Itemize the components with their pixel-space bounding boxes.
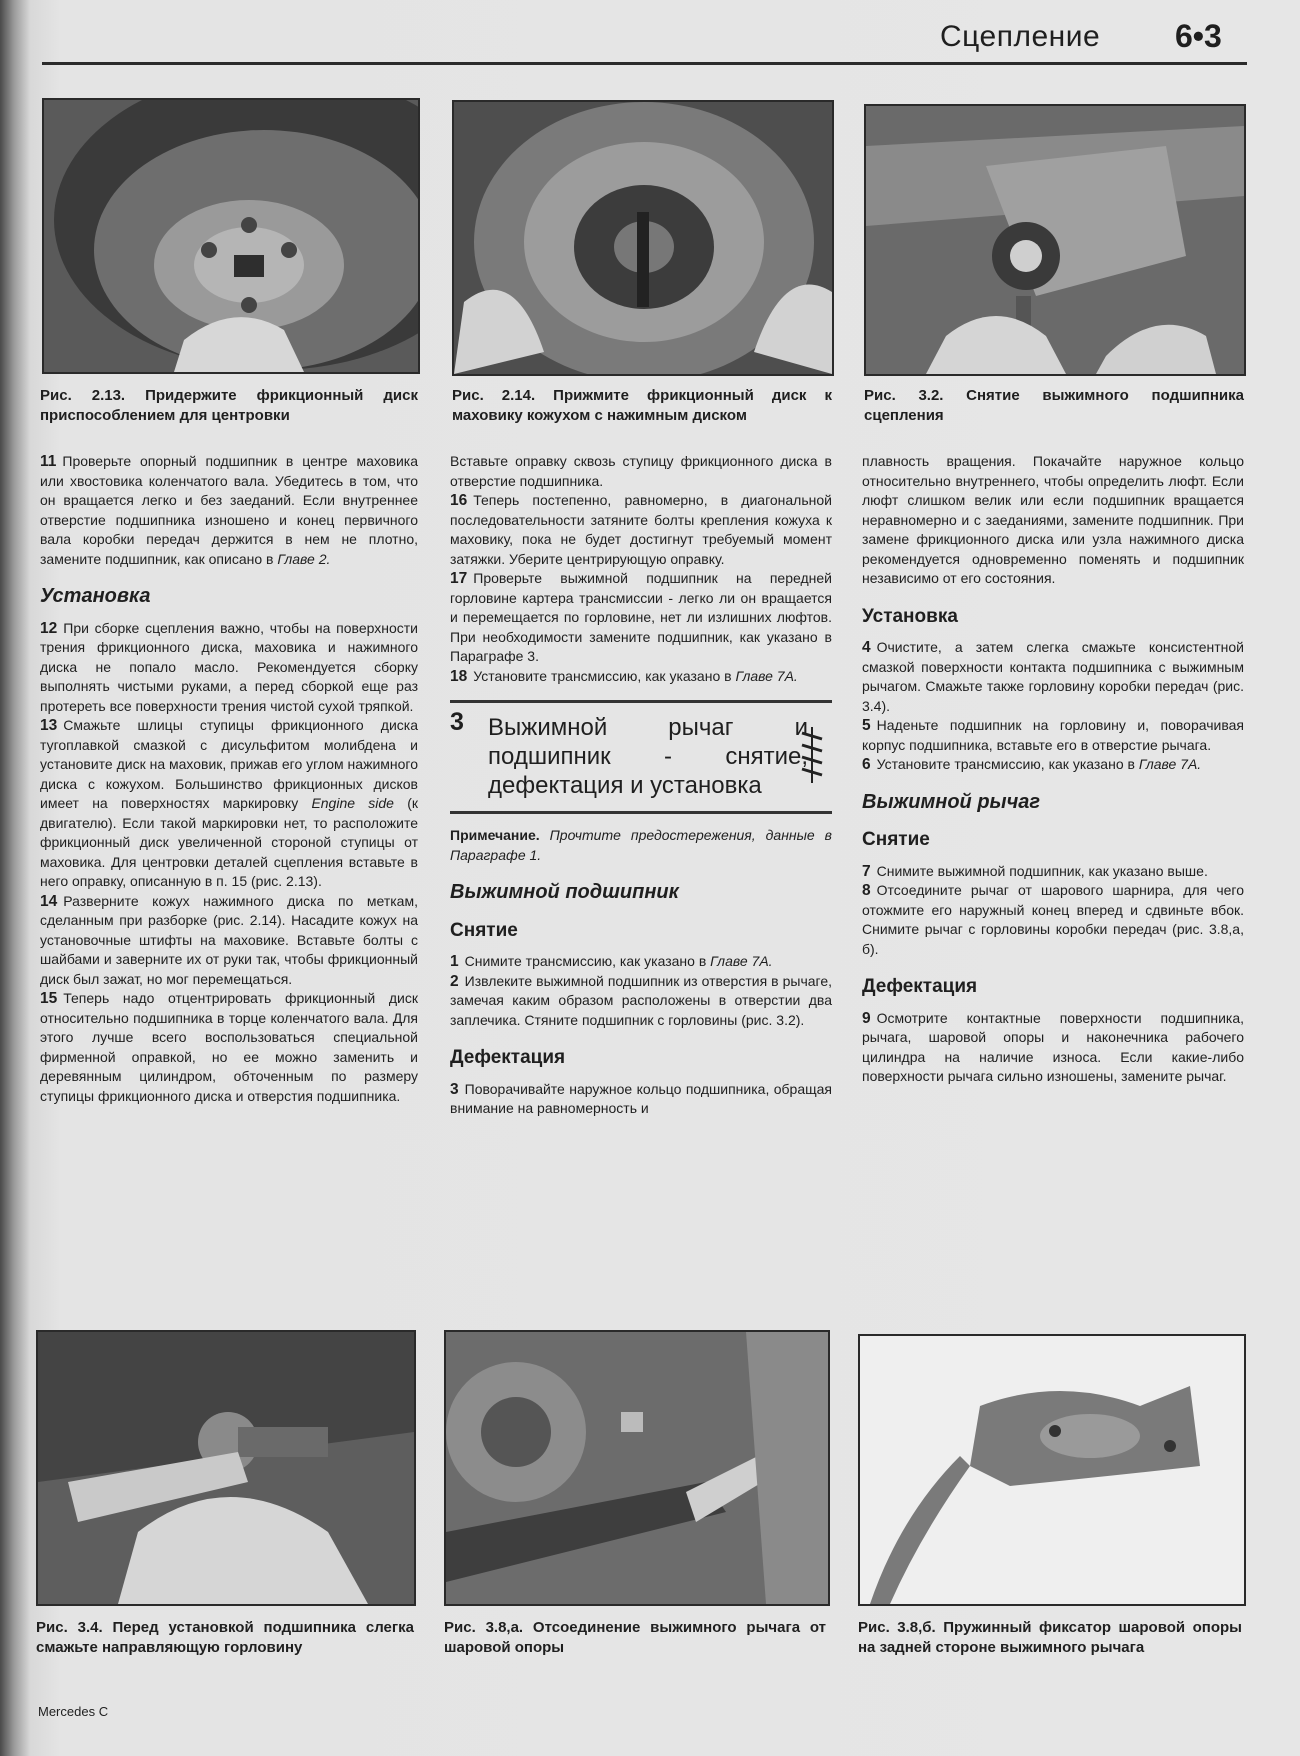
heading-removal: Снятие (450, 919, 518, 941)
heading-removal-2: Снятие (862, 829, 930, 850)
text-column-1 (40, 452, 418, 1106)
photo-fig-3-8b (858, 1334, 1246, 1606)
caption-fig-2-13: Рис. 2.13. Придержите фрикционный диск приспособлением для центровки (40, 387, 418, 424)
paragraph-12: 12 При сборке сцепления важно, чтобы на поверхности трения фрикционного диска, маховика и нажимного диска не попало масло. Рекомендуется сборку выполнять чистыми руками, а перед сборкой еще раз протереть все поверхности трения чистой сухой тряпкой. (40, 619, 418, 714)
text-column-2 (450, 452, 832, 1119)
step-2: 2 Извлеките выжимной подшипник из отверстия в рычаге, замечая каким образом расположены в отверстии два заплечика. Стяните подшипник с горловины (рис. 3.2). (450, 972, 832, 1028)
caption-fig-3-8b: Рис. 3.8,б. Пружинный фиксатор шаровой опоры на задней стороне выжимного рычага (858, 1619, 1242, 1656)
step-5: 5 Наденьте подшипник на горловину и, поворачивая корпус подшипника, вставьте его в отверстие рычага. (862, 717, 1244, 753)
section-3-header (450, 700, 832, 814)
photo-fig-3-2 (864, 104, 1246, 376)
heading-release-bearing: Выжимной подшипник (450, 881, 679, 903)
paragraph-18: 18 Установите трансмиссию, как указано в Главе 7А. (450, 667, 798, 685)
paragraph-11: 11 Проверьте опорный подшипник в центре маховика или хвостовика коленчатого вала. Убедитесь в том, что он вращается легко и без заеданий. Если внутреннее отверстие подшипника изношено и конец первичного вала коробки передач держится в нем не плотно, замените подшипник, как описано в Главе 2. (40, 453, 418, 567)
step-3: 3 Поворачивайте наружное кольцо подшипника, обращая внимание на равномерность и (450, 1080, 832, 1116)
release-bearing-photo-icon (866, 106, 1244, 374)
section-number: 3 (450, 708, 464, 736)
note: Примечание. Прочтите предостережения, данные в Параграфе 1. (450, 827, 832, 863)
paragraph-15-cont: Вставьте оправку сквозь ступицу фрикционного диска в отверстие подшипника. (450, 453, 832, 489)
heading-defect-2: Дефектация (862, 976, 978, 997)
caption-fig-3-2: Рис. 3.2. Снятие выжимного подшипника сцепления (864, 387, 1244, 424)
paragraph-17: 17 Проверьте выжимной подшипник на передней горловине картера трансмиссии - легко ли он вращается и перемещается по горловине, нет ли излишних люфтов. При необходимости замените подшипник, как указано в Параграфе 3. (450, 570, 832, 664)
paragraph-14: 14 Разверните кожух нажимного диска по меткам, сделанным при разборке (рис. 2.14). Насадите кожух на установочные штифты на маховике. Вставьте болты с шайбами и заверните их от руки так, чтобы фрикционный диск был зажат, но мог перемещаться. (40, 892, 418, 987)
lever-spring-photo-icon (860, 1336, 1244, 1604)
step-8: 8 Отсоедините рычаг от шарового шарнира, для чего отожмите его наружный конец вперед и сдвиньте вбок. Снимите рычаг с горловины коробки передач (рис. 3.8,а, б). (862, 882, 1244, 957)
running-header-title: Сцепление (940, 20, 1101, 53)
photo-fig-2-14 (452, 100, 834, 376)
photo-fig-3-8a (444, 1330, 830, 1606)
section-title: Выжимной рычаг и подшипник - снятие, дефектация и установка (488, 714, 808, 799)
paragraph-16: 16 Теперь постепенно, равномерно, в диагональной последовательности затяните болты крепления кожуха к маховику, пока не будет достигнут требуемый момент затяжки. Уберите центрирующую оправку. (450, 492, 832, 567)
heading-defect: Дефектация (450, 1047, 566, 1068)
lever-detach-photo-icon (446, 1332, 828, 1604)
photo-fig-2-13 (42, 98, 420, 374)
caption-fig-2-14: Рис. 2.14. Прижмите фрикционный диск к маховику кожухом с нажимным диском (452, 387, 832, 424)
pressure-plate-photo-icon (454, 102, 832, 374)
paragraph-15: 15 Теперь надо отцентрировать фрикционный диск относительно подшипника в торце коленчатого вала. Для этого лучше всего воспользоваться специальной фирменной оправкой, но ее можно заменить и деревянным цилиндром, обточенным по размеру ступицы фрикционного диска и отверстия подшипника. (40, 990, 418, 1104)
page-number: 6•3 (1175, 18, 1222, 54)
caption-fig-3-8a: Рис. 3.8,а. Отсоединение выжимного рычага от шаровой опоры (444, 1619, 826, 1656)
lubrication-photo-icon (38, 1332, 414, 1604)
step-7: 7 Снимите выжимной подшипник, как указано выше. (862, 862, 1208, 880)
wrench-difficulty-icon (798, 725, 826, 785)
heading-release-lever: Выжимной рычаг (862, 790, 1041, 813)
step-4: 4 Очистите, а затем слегка смажьте консистентной смазкой поверхности контакта подшипника с выжимным рычагом. Смажьте также горловину коробки передач (рис. 3.4). (862, 639, 1244, 714)
footer-model: Mercedes C (38, 1704, 109, 1719)
step-9: 9 Осмотрите контактные поверхности подшипника, рычага, шаровой опоры и наконечника рабочего цилиндра на наличие износа. Если какие-либо поверхности рычага сильно изношены, замените рычаг. (862, 1009, 1244, 1084)
header-rule (42, 62, 1247, 65)
heading-install: Установка (40, 585, 151, 607)
step-6: 6 Установите трансмиссию, как указано в Главе 7А. (862, 756, 1202, 773)
caption-fig-3-4: Рис. 3.4. Перед установкой подшипника слегка смажьте направляющую горловину (36, 1619, 414, 1656)
text-column-3 (862, 452, 1244, 1087)
clutch-disc-photo-icon (44, 100, 418, 372)
step-1: 1 Снимите трансмиссию, как указано в Главе 7А. (450, 953, 773, 970)
paragraph-3-cont: плавность вращения. Покачайте наружное кольцо относительно внутреннего, чтобы определить люфт. Если люфт слишком велик или если подшипник вращается неравномерно и с заеданиями, замените подшипник. При замене фрикционного диска или узла нажимного диска рекомендуется одновременно поменять и подшипник независимо от его состояния. (862, 453, 1244, 586)
heading-install-2: Установка (862, 605, 958, 627)
paragraph-13: 13 Смажьте шлицы ступицы фрикционного диска тугоплавкой смазкой с дисульфитом молибдена и установите диск на маховик, прижав его углом нажимного диска с кожухом. Большинство фрикционных дисков имеет на поверхностях маркировку Engine side (к двигателю). Если такой маркировки нет, то расположите фрикционный диск увеличенной стороной ступицы от маховика. Для центровки деталей сцепления вставьте в него оправку, описанную в п. 15 (рис. 2.13). (40, 717, 418, 889)
photo-fig-3-4 (36, 1330, 416, 1606)
